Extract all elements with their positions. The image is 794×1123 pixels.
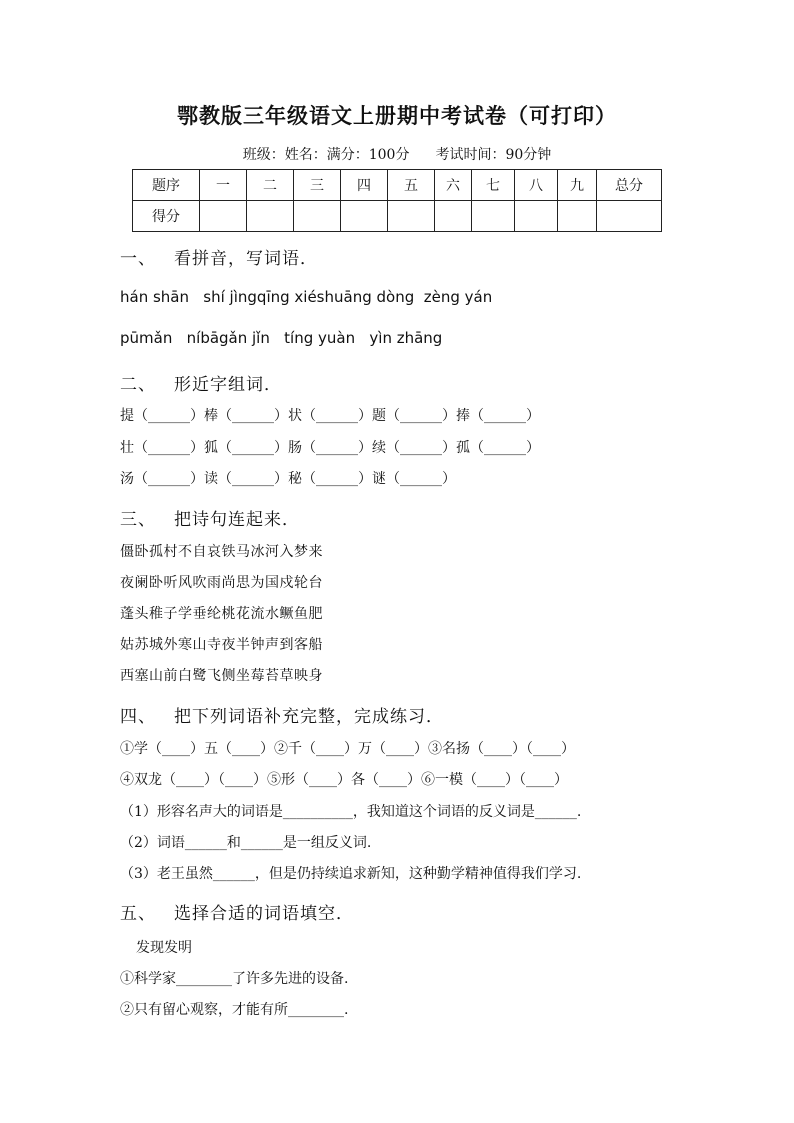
- section-title: 选择合适的词语填空．: [174, 904, 354, 924]
- page-title: 鄂教版三年级语文上册期中考试卷（可打印）: [177, 103, 617, 128]
- fill-question-2: ②只有留心观察，才能有所________.: [120, 1002, 349, 1018]
- score-header-cell: 七: [472, 170, 515, 201]
- score-header-cell: 一: [200, 170, 247, 201]
- section-2-heading: [120, 370, 282, 395]
- score-cell[interactable]: [247, 201, 294, 232]
- idiom-row-1: ①学（____）五（____）②千（____）万（____）③名扬（____）（____）: [120, 741, 575, 757]
- score-table-header-row: [133, 170, 662, 201]
- score-header-cell: 五: [388, 170, 435, 201]
- section-3-heading: [120, 505, 300, 530]
- exam-info: [0, 144, 794, 164]
- section-number: 二、: [120, 375, 156, 395]
- score-header-cell: 六: [435, 170, 472, 201]
- section-title: 把下列词语补充完整，完成练习．: [174, 707, 444, 727]
- word-row-1: 提（______）棒（______）状（______）题（______）捧（______）: [120, 408, 540, 424]
- score-cell[interactable]: [597, 201, 662, 232]
- score-cell[interactable]: [294, 201, 341, 232]
- section-4-heading: [120, 702, 444, 727]
- fill-question-1: ①科学家________了许多先进的设备.: [120, 971, 349, 987]
- score-cell[interactable]: [200, 201, 247, 232]
- idiom-row-2: ④双龙（____）（____）⑤形（____）各（____）⑥一模（____）（____）: [120, 772, 568, 788]
- poem-line: 姑苏城外寒山寺夜半钟声到客船: [120, 637, 323, 653]
- idiom-question-2: （2）词语______和______是一组反义词.: [120, 835, 372, 851]
- poem-line: 夜阑卧听风吹雨尚思为国戍轮台: [120, 575, 323, 591]
- pinyin-line-2: pūmǎn níbāgǎn jǐn tíng yuàn yìn zhāng: [120, 329, 443, 347]
- word-row-2: 壮（______）狐（______）肠（______）续（______）孤（______）: [120, 440, 540, 456]
- score-cell[interactable]: [388, 201, 435, 232]
- score-cell[interactable]: [435, 201, 472, 232]
- section-number: 五、: [120, 904, 156, 924]
- info-exam-time: 考试时间：90分钟: [435, 147, 552, 163]
- section-5-heading: [120, 899, 354, 924]
- score-header-cell: 三: [294, 170, 341, 201]
- pinyin-line-1: hán shān shí jìngqīng xiéshuāng dòng zèng yán: [120, 288, 493, 306]
- idiom-question-3: （3）老王虽然______，但是仍持续追求新知，这种勤学精神值得我们学习.: [120, 866, 582, 882]
- word-options: 发现发明: [136, 940, 192, 956]
- section-title: 看拼音，写词语．: [174, 249, 318, 269]
- score-cell[interactable]: [472, 201, 515, 232]
- score-table-score-row: [133, 201, 662, 232]
- section-title: 把诗句连起来．: [174, 510, 300, 530]
- word-row-3: 汤（______）读（______）秘（______）谜（______）: [120, 471, 456, 487]
- score-header-cell: 九: [558, 170, 597, 201]
- score-cell[interactable]: [515, 201, 558, 232]
- idiom-question-1: （1）形容名声大的词语是__________，我知道这个词语的反义词是______.: [120, 804, 582, 820]
- score-header-cell: 总分: [597, 170, 662, 201]
- score-header-cell: 四: [341, 170, 388, 201]
- section-number: 一、: [120, 249, 156, 269]
- score-row-label: 得分: [133, 201, 200, 232]
- score-table: [132, 169, 662, 232]
- score-cell[interactable]: [341, 201, 388, 232]
- section-title: 形近字组词．: [174, 375, 282, 395]
- section-1-heading: [120, 244, 318, 269]
- score-header-cell: 题序: [133, 170, 200, 201]
- score-header-cell: 八: [515, 170, 558, 201]
- score-cell[interactable]: [558, 201, 597, 232]
- poem-line: 僵卧孤村不自哀铁马冰河入梦来: [120, 544, 323, 560]
- section-number: 三、: [120, 510, 156, 530]
- section-number: 四、: [120, 707, 156, 727]
- info-class-name-score: 班级：姓名：满分：100分: [242, 147, 410, 163]
- score-header-cell: 二: [247, 170, 294, 201]
- poem-line: 蓬头稚子学垂纶桃花流水鳜鱼肥: [120, 606, 323, 622]
- poem-line: 西塞山前白鹭飞侧坐莓苔草映身: [120, 668, 323, 684]
